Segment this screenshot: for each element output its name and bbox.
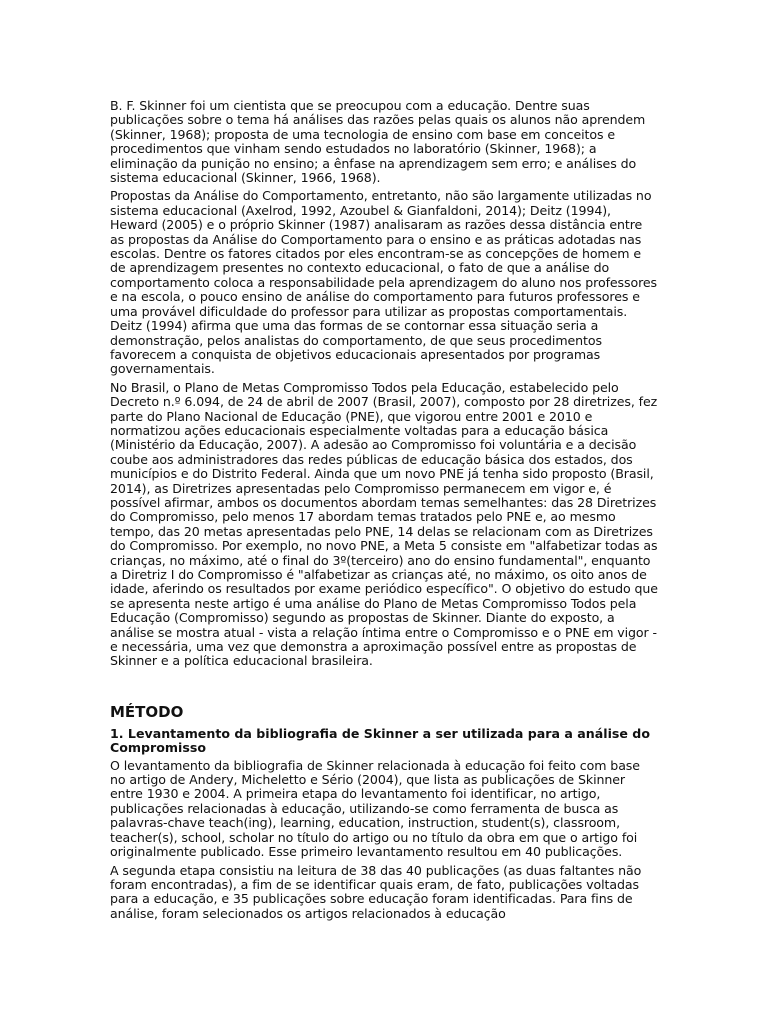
method-paragraph-2: A segunda etapa consistiu na leitura de 38 das 40 publicações (as duas faltantes não foram encontradas), a fim de se identificar quais eram, de fato, publicações voltadas para a educação, e 35 publicações sobre educação foram identificadas. Para fins de análise, foram selecionados os artigos relacionados à educação [110, 862, 642, 921]
intro-paragraph-2: Propostas da Análise do Comportamento, entretanto, não são largamente utilizadas no sistema educacional (Axelrod, 1992, Azoubel & Gianfaldoni, 2014); Deitz (1994), Heward (2005) e o próprio Skinner (1987) analisaram as razões dessa distância entre as propostas da Análise do Comportamento para o ensino e as práticas adotadas nas escolas. Dentre os fatores citados por eles encontram-se as concepções de homem e de aprendizagem presentes no contexto educacional, o fato de que a análise do comportamento coloca a responsabilidade pela aprendizagem do aluno nos professores e na escola, o pouco ensino de análise do comportamento para futuros professores e uma provável dificuldade do professor para utilizar as propostas comportamentais. Deitz (1994) afirma que uma das formas de se contornar essa situação seria a demonstração, pelos analistas do comportamento, de que seus procedimentos favorecem a conquista de objetivos educacionais apresentados por programas governamentais. [110, 188, 657, 377]
intro-paragraph-3: No Brasil, o Plano de Metas Compromisso Todos pela Educação, estabelecido pelo Decreto n.º 6.094, de 24 de abril de 2007 (Brasil, 2007), composto por 28 diretrizes, fez parte do Plano Nacional de Educação (PNE), que vigorou entre 2001 e 2010 e normatizou ações educacionais especialmente voltadas para a educação básica (Ministério da Educação, 2007). A adesão ao Compromisso foi voluntária e a decisão coube aos administradores das redes públicas de educação básica dos estados, dos municípios e do Distrito Federal. Ainda que um novo PNE já tenha sido proposto (Brasil, 2014), as Diretrizes apresentadas pelo Compromisso permanecem em vigor e, é possível afirmar, ambos os documentos abordam temas semelhantes: das 28 Diretrizes do Compromisso, pelo menos 17 abordam temas tratados pelo PNE e, ao mesmo tempo, das 20 metas apresentadas pelo PNE, 14 delas se relacionam com as Diretrizes do Compromisso. Por exemplo, no novo PNE, a Meta 5 consiste em "alfabetizar todas as crianças, no máximo, até o final do 3º(terceiro) ano do ensino fundamental", enquanto a Diretriz I do Compromisso é "alfabetizar as crianças até, no máximo, os oito anos de idade, aferindo os resultados por exame periódico específico". O objetivo do estudo que se apresenta neste artigo é uma análise do Plano de Metas Compromisso Todos pela Educação (Compromisso) segundo as propostas de Skinner. Diante do exposto, a análise se mostra atual - vista a relação íntima entre o Compromisso e o PNE em vigor - e necessária, uma vez que demonstra a aproximação possível entre as propostas de Skinner e a política educacional brasileira. [110, 379, 658, 669]
section-spacer [110, 673, 658, 703]
subheading-bibliografia: 1. Levantamento da bibliografia de Skinner a ser utilizada para a análise do Compromisso [110, 725, 650, 756]
document-page [110, 99, 658, 925]
intro-paragraph-1: B. F. Skinner foi um cientista que se preocupou com a educação. Dentre suas publicações sobre o tema há análises das razões pelas quais os alunos não aprendem (Skinner, 1968); proposta de uma tecnologia de ensino com base em conceitos e procedimentos que vinham sendo estudados no laboratório (Skinner, 1968); a eliminação da punição no ensino; a ênfase na aprendizagem sem erro; e análises do sistema educacional (Skinner, 1966, 1968). [110, 98, 646, 186]
method-paragraph-1: O levantamento da bibliografia de Skinner relacionada à educação foi feito com base no artigo de Andery, Micheletto e Sério (2004), que lista as publicações de Skinner entre 1930 e 2004. A primeira etapa do levantamento foi identificar, no artigo, publicações relacionadas à educação, utilizando-se como ferramenta de busca as palavras-chave teach(ing), learning, education, instruction, student(s), classroom, teacher(s), school, scholar no título do artigo ou no título da obra em que o artigo foi originalmente publicado. Esse primeiro levantamento resultou em 40 publicações. [110, 757, 640, 860]
section-heading-metodo: MÉTODO [110, 702, 184, 721]
